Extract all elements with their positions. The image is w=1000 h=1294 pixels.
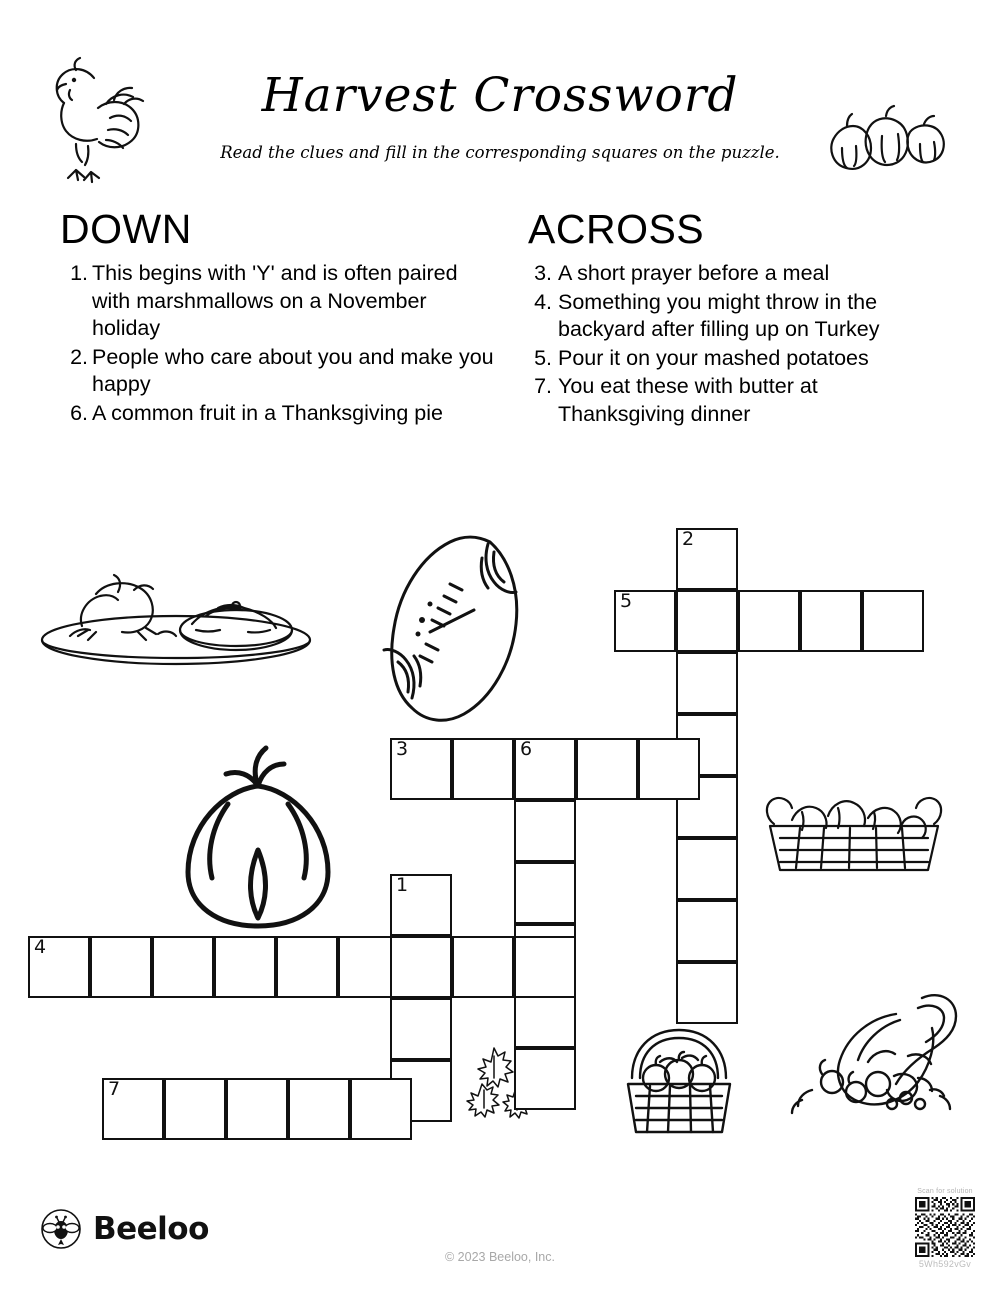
grid-cell-number: 5 [620,590,633,612]
grid-cell[interactable] [452,936,514,998]
clue-text: This begins with 'Y' and is often paired with marshmallows on a November holiday [92,261,458,341]
qr-caption-top: Scan for solution [917,1188,973,1195]
qr-code-block[interactable] [908,1188,982,1269]
clue-number: 7. [534,374,552,399]
grid-cell[interactable] [676,900,738,962]
page-title: Harvest Crossword [261,68,739,123]
clue-number: 3. [534,261,552,286]
clue-number: 5. [534,345,552,370]
grid-cell[interactable] [514,738,576,800]
grid-cell[interactable] [614,590,676,652]
grid-cell[interactable] [738,590,800,652]
grid-cell-number: 7 [108,1078,121,1100]
qr-code-id: 5Wh592vGv [918,1259,972,1269]
grid-cell[interactable] [350,1078,412,1140]
grid-cell-number: 3 [396,738,409,760]
grid-cell[interactable] [214,936,276,998]
grid-cell[interactable] [28,936,90,998]
brand-logo [40,1208,209,1250]
grid-cell[interactable] [676,652,738,714]
grid-cell[interactable] [390,874,452,936]
grid-cell[interactable] [676,528,738,590]
clue-text: People who care about you and make you happy [92,344,494,397]
grid-cell[interactable] [390,936,452,998]
copyright-text: © 2023 Beeloo, Inc. [445,1250,555,1264]
grid-cell[interactable] [676,590,738,652]
grid-cell[interactable] [390,738,452,800]
grid-cell[interactable] [452,738,514,800]
grid-cell[interactable] [862,590,924,652]
grid-cell[interactable] [676,962,738,1024]
clue-number: 2. [70,344,88,369]
clues-across-heading: ACROSS [528,206,705,252]
grid-cell[interactable] [576,738,638,800]
grid-cell-number: 2 [682,528,695,550]
grid-cell[interactable] [514,1048,576,1110]
grid-cell[interactable] [514,936,576,998]
page-subtitle: Read the clues and fill in the corresponding squares on the puzzle. [220,143,780,162]
grid-cell-number: 1 [396,874,409,896]
grid-cell[interactable] [152,936,214,998]
clue-number: 4. [534,289,552,314]
grid-cell[interactable] [102,1078,164,1140]
brand-name: Beeloo [93,1211,209,1247]
grid-cell[interactable] [90,936,152,998]
clues-down-heading: DOWN [60,206,192,252]
clue-text: A short prayer before a meal [558,261,830,286]
grid-cell[interactable] [276,936,338,998]
grid-cell[interactable] [288,1078,350,1140]
clue-text: Something you might throw in the backyard after filling up on Turkey [558,289,880,342]
clue-number: 6. [70,400,88,425]
grid-cell[interactable] [226,1078,288,1140]
grid-cell[interactable] [514,800,576,862]
clue-text: You eat these with butter at Thanksgiving dinner [558,374,818,426]
qr-code-icon[interactable] [915,1197,975,1257]
grid-cell-number: 4 [34,936,47,958]
grid-cell[interactable] [638,738,700,800]
grid-cell[interactable] [676,838,738,900]
grid-cell-number: 6 [520,738,533,760]
grid-cell[interactable] [800,590,862,652]
clue-text: A common fruit in a Thanksgiving pie [92,400,443,425]
clue-number: 1. [70,261,88,286]
grid-cell[interactable] [164,1078,226,1140]
grid-cell[interactable] [514,862,576,924]
clue-text: Pour it on your mashed potatoes [558,345,869,370]
bee-logo-icon [40,1208,82,1250]
grid-cell[interactable] [390,998,452,1060]
